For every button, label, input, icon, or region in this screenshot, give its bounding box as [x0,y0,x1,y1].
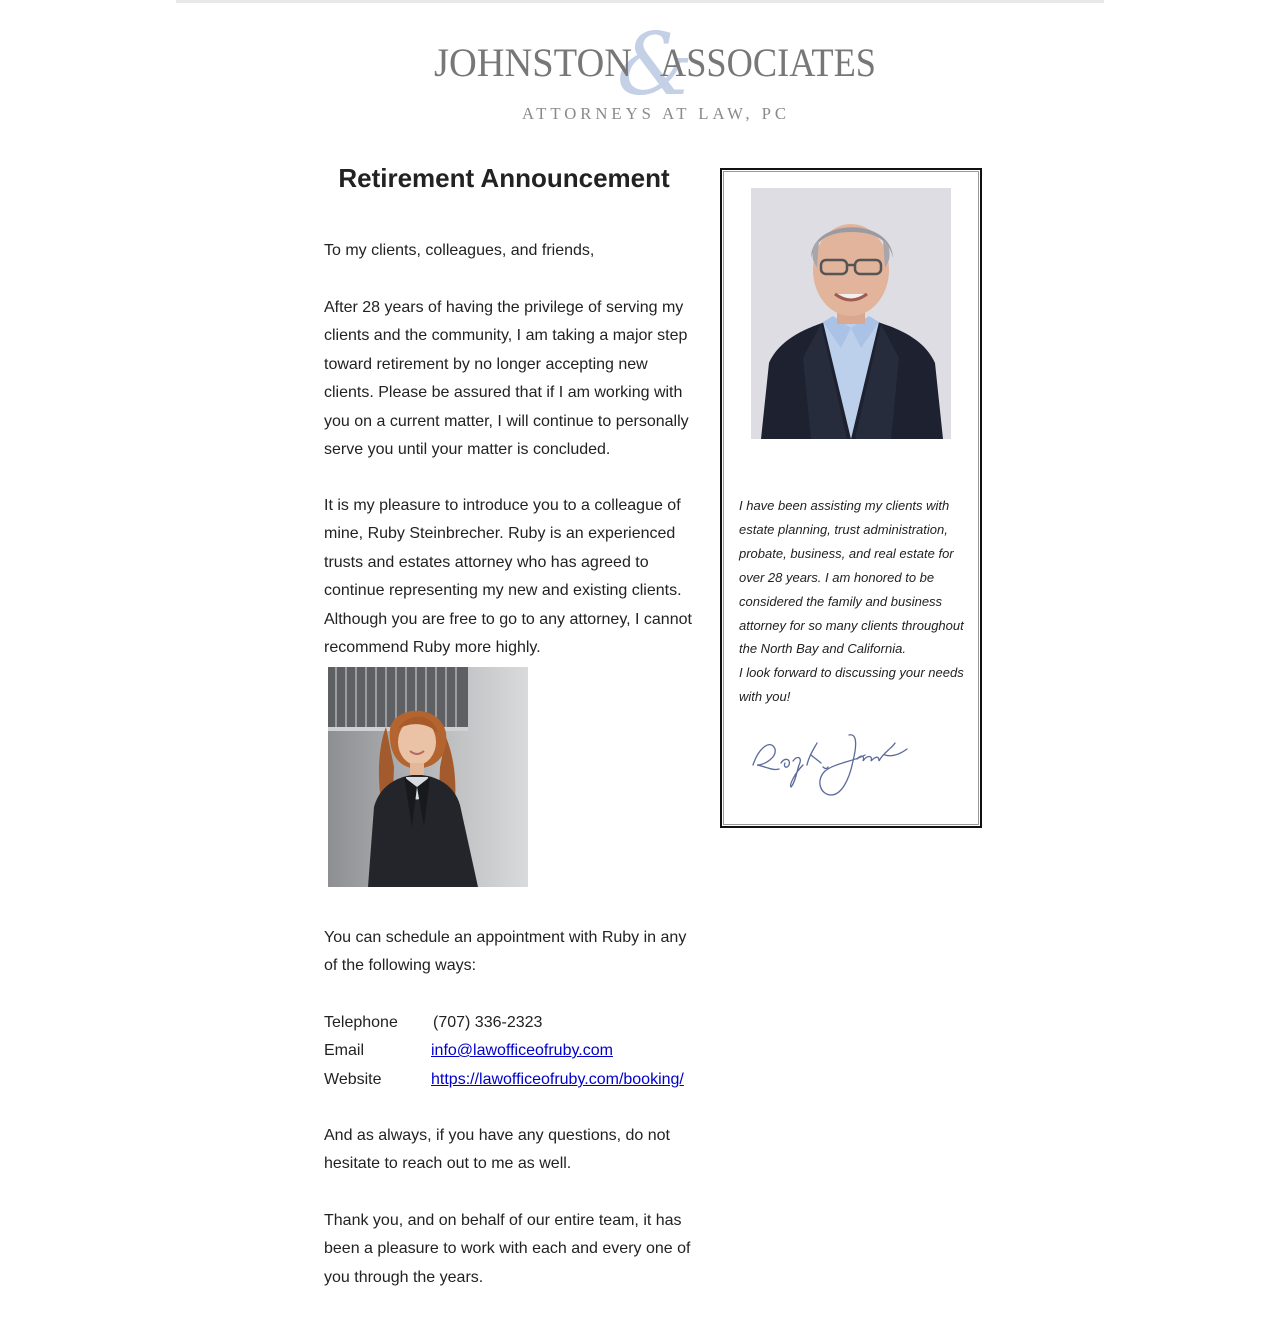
handwritten-signature [745,725,915,800]
logo-ampersand: & [616,20,694,115]
quote-closing: I look forward to discussing your needs with you! [739,665,964,705]
attorney-portrait-photo [751,188,951,439]
website-label: Website [324,1071,382,1088]
telephone-value: (707) 336-2323 [433,1014,543,1031]
email-link[interactable]: info@lawofficeofruby.com [431,1042,613,1059]
telephone-label: Telephone [324,1014,398,1031]
website-link[interactable]: https://lawofficeofruby.com/booking/ [431,1071,684,1088]
top-divider [176,0,1104,3]
attorney-quote [739,494,971,709]
page-title: Retirement Announcement [338,163,670,193]
paragraph-introduction: It is my pleasure to introduce you to a colleague of mine, Ruby Steinbrecher. Ruby is an experienced trusts and estates attorney who has agreed to continue representing my new and existing clients. Although you are free to go to any attorney, I cannot recommend Ruby more highly. [324,497,692,657]
logo-tagline: ATTORNEYS AT LAW, PC [522,104,790,123]
ruby-portrait-photo [328,667,528,887]
closing-thanks: Thank you, and on behalf of our entire team, it has been a pleasure to work with each and every one of you through the years. [324,1212,691,1286]
schedule-intro: You can schedule an appointment with Ruby in any of the following ways: [324,929,687,975]
logo-name-right: ASSOCIATES [660,40,876,85]
quote-experience: I have been assisting my clients with estate planning, trust administration, probate, business, and real estate for over 28 years. I am honored to be considered the family and business attorney for so many clients throughout the North Bay and California. [739,498,964,657]
contact-email [324,1037,613,1065]
firm-logo [420,20,890,130]
closing-questions: And as always, if you have any questions, do not hesitate to reach out to me as well. [324,1127,670,1173]
greeting: To my clients, colleagues, and friends, [324,242,595,259]
email-label: Email [324,1042,365,1059]
paragraph-retirement: After 28 years of having the privilege of serving my clients and the community, I am taking a major step toward retirement by no longer accepting new clients. Please be assured that if I am working with you on a current matter, I will continue to personally serve you until your matter is concluded. [324,299,689,459]
contact-telephone [324,1009,542,1037]
contact-website [324,1066,684,1094]
logo-name-left: JOHNSTON [434,40,632,85]
